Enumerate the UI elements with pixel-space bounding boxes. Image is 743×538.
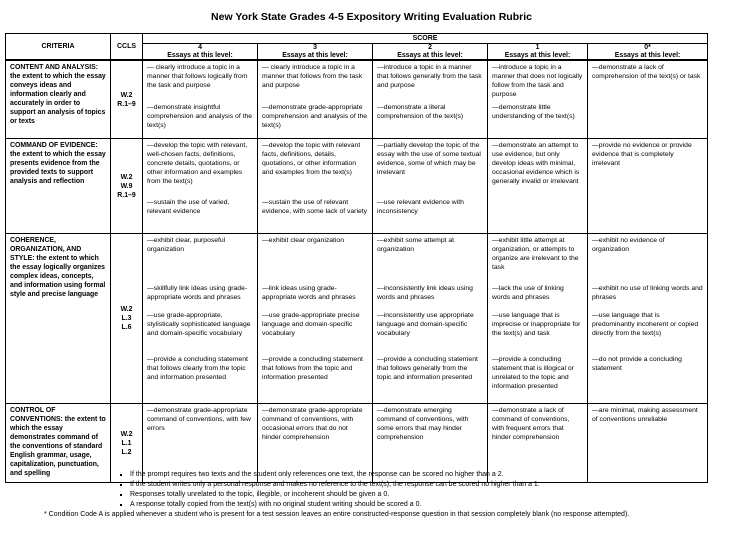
level-cell-4 bbox=[143, 139, 258, 234]
rubric-point: —introduce a topic in a manner that follows generally from the task and purpose bbox=[377, 64, 482, 89]
page-title: New York State Grades 4-5 Expository Writing Evaluation Rubric bbox=[211, 11, 532, 23]
rubric-point: —partially develop the topic of the essay with the use of some textual evidence, some of which may be irrelevant bbox=[377, 142, 481, 176]
rubric-point: —demonstrate grade-appropriate command of conventions, with few errors bbox=[147, 407, 251, 432]
level-sub: Essays at this level: bbox=[504, 51, 571, 59]
rubric-point: —demonstrate little understanding of the text(s) bbox=[492, 104, 575, 120]
rubric-point: —provide a concluding statement that follows generally from the topic and information presented bbox=[377, 356, 478, 381]
level-header-3 bbox=[258, 44, 373, 61]
rubric-point: —exhibit some attempt at organization bbox=[377, 237, 455, 253]
level-score: 3 bbox=[313, 44, 317, 51]
footnote-list bbox=[117, 470, 540, 510]
level-score: 0* bbox=[644, 44, 651, 51]
level-cell-1 bbox=[488, 60, 588, 139]
header-row-score bbox=[6, 34, 708, 44]
rubric-point: —develop the topic with relevant facts, definitions, details, quotations, or other information and examples from the text(s) bbox=[262, 142, 361, 176]
level-header-0 bbox=[588, 44, 708, 61]
ccls-cell bbox=[111, 139, 143, 234]
rubric-point: —use grade-appropriate, stylistically sophisticated language and domain-specific vocabulary bbox=[147, 312, 251, 337]
rubric-point: —lack the use of linking words and phrases bbox=[492, 285, 564, 301]
rubric-point: —use language that is imprecise or inappropriate for the text(s) and task bbox=[492, 312, 581, 337]
rubric-point: —exhibit little attempt at organization, or attempts to organize are irrelevant to the task bbox=[492, 237, 579, 271]
level-sub: Essays at this level: bbox=[282, 51, 348, 59]
rubric-point: —sustain the use of relevant evidence, with some lack of variety bbox=[262, 199, 368, 215]
row-coherence-organization-style bbox=[6, 234, 708, 404]
ccls-line: R.1–9 bbox=[117, 191, 136, 199]
rubric-point: —demonstrate grade-appropriate comprehension and analysis of the text(s) bbox=[262, 104, 368, 129]
level-header-1 bbox=[488, 44, 588, 61]
level-cell-0 bbox=[588, 60, 708, 139]
rubric-point: —use grade-appropriate precise language and domain-specific vocabulary bbox=[262, 312, 360, 337]
level-cell-3 bbox=[258, 234, 373, 404]
footnote-item: ▪ A response totally copied from the text(s) with no original student writing should be scored a 0. bbox=[130, 500, 540, 510]
level-score: 2 bbox=[428, 44, 432, 51]
rubric-point: —demonstrate an attempt to use evidence, but only develop ideas with minimal, occasional evidence which is generally invalid or irrelevant bbox=[492, 142, 580, 185]
rubric-point: —link ideas using grade-appropriate words and phrases bbox=[262, 285, 356, 301]
level-cell-1 bbox=[488, 234, 588, 404]
rubric-point: —introduce a topic in a manner that does not logically follow from the task and purpose bbox=[492, 64, 583, 98]
rubric-point: —skillfully link ideas using grade-appropriate words and phrases bbox=[147, 285, 248, 301]
criteria-cell: COMMAND OF EVIDENCE: the extent to which the essay presents evidence from the provided texts to support analysis and reflection bbox=[6, 139, 111, 234]
rubric-point: —use language that is predominantly incoherent or copied directly from the text(s) bbox=[592, 312, 699, 337]
rubric-point: —exhibit no evidence of organization bbox=[592, 237, 665, 253]
rubric-point: —demonstrate a literal comprehension of the text(s) bbox=[377, 104, 464, 120]
rubric-point: —demonstrate a lack of command of conventions, with frequent errors that hinder comprehension bbox=[492, 407, 570, 441]
rubric-table bbox=[5, 33, 708, 483]
level-score: 4 bbox=[198, 44, 202, 51]
ccls-header-cell: CCLS bbox=[111, 34, 143, 61]
rubric-point: —sustain the use of varied, relevant evidence bbox=[147, 199, 230, 215]
rubric-point: —inconsistently link ideas using words and phrases bbox=[377, 285, 473, 301]
rubric-point: —inconsistently use appropriate language and domain-specific vocabulary bbox=[377, 312, 474, 337]
level-cell-3 bbox=[258, 60, 373, 139]
ccls-line: W.2 bbox=[120, 91, 133, 99]
rubric-point: — clearly introduce a topic in a manner that follows from the task and purpose bbox=[262, 64, 363, 89]
rubric-point: —provide a concluding statement that follows from the topic and information presented bbox=[262, 356, 363, 381]
footnote-item: ▪ Responses totally unrelated to the topic, illegible, or incoherent should be given a 0. bbox=[130, 490, 540, 500]
score-header-cell: SCORE bbox=[143, 34, 708, 44]
level-cell-4 bbox=[143, 234, 258, 404]
rubric-point: —provide a concluding statement that is illogical or unrelated to the topic and information presented bbox=[492, 356, 574, 390]
ccls-line: L.1 bbox=[121, 439, 132, 447]
condition-code-note: * Condition Code A is applied whenever a student who is present for a test session leaves an entire constructed-response question in that session completely blank (no response attempted). bbox=[44, 511, 630, 518]
level-cell-0 bbox=[588, 139, 708, 234]
ccls-line: W.2 bbox=[120, 430, 133, 438]
level-score: 1 bbox=[535, 44, 540, 51]
ccls-line: W.2 bbox=[120, 173, 133, 181]
footnote-item: ▪ If the prompt requires two texts and the student only references one text, the response can be scored no higher than a 2. bbox=[130, 470, 540, 480]
rubric-point: —demonstrate a lack of comprehension of the text(s) or task bbox=[592, 64, 701, 80]
ccls-line: L.2 bbox=[121, 448, 132, 456]
rubric-point: —provide a concluding statement that follows clearly from the topic and information presented bbox=[147, 356, 248, 381]
level-cell-4 bbox=[143, 60, 258, 139]
criteria-cell: CONTROL OF CONVENTIONS: the extent to which the essay demonstrates command of the conventions of standard English grammar, usage, capitalization, punctuation, and spelling bbox=[6, 404, 111, 483]
level-cell-2 bbox=[373, 60, 488, 139]
row-content-and-analysis bbox=[6, 60, 708, 139]
level-cell-2 bbox=[373, 139, 488, 234]
ccls-line: L.3 bbox=[121, 315, 132, 322]
rubric-point: —exhibit no use of linking words and phrases bbox=[592, 285, 703, 301]
rubric-point: —develop the topic with relevant, well-chosen facts, definitions, concrete details, quotations, or other information and examples from the text(s) bbox=[147, 142, 248, 185]
level-sub: Essays at this level: bbox=[614, 51, 681, 59]
rubric-point: —exhibit clear, purposeful organization bbox=[147, 237, 226, 253]
rubric-point: —do not provide a concluding statement bbox=[592, 356, 682, 372]
rubric-point: —demonstrate insightful comprehension and analysis of the text(s) bbox=[147, 104, 253, 129]
level-cell-1 bbox=[488, 139, 588, 234]
ccls-line: L.6 bbox=[121, 324, 132, 331]
criteria-header-cell: CRITERIA bbox=[6, 34, 111, 61]
rubric-point: — clearly introduce a topic in a manner that follows logically from the task and purpose bbox=[147, 64, 248, 89]
ccls-cell bbox=[111, 234, 143, 404]
criteria-cell: COHERENCE, ORGANIZATION, AND STYLE: the extent to which the essay logically organizes complex ideas, concepts, and information using formal style and precise language bbox=[6, 234, 111, 404]
rubric-point: —demonstrate emerging command of conventions, with some errors that may hinder comprehension bbox=[377, 407, 469, 441]
ccls-line: R.1–9 bbox=[117, 100, 136, 108]
rubric-point: —provide no evidence or provide evidence that is completely irrelevant bbox=[592, 142, 692, 167]
level-header-4 bbox=[143, 44, 258, 61]
level-cell-2 bbox=[373, 234, 488, 404]
footnote-item: ▪ If the student writes only a personal response and makes no reference to the text(s), the response can be scored no higher than a 1. bbox=[130, 480, 540, 490]
criteria-cell: CONTENT AND ANALYSIS: the extent to which the essay conveys ideas and information clearly and accurately in order to support an analysis of topics or texts bbox=[6, 60, 111, 139]
level-cell-0 bbox=[588, 404, 708, 483]
rubric-point: —use relevant evidence with inconsistency bbox=[377, 199, 464, 215]
level-cell-3 bbox=[258, 139, 373, 234]
ccls-cell bbox=[111, 60, 143, 139]
level-header-2 bbox=[373, 44, 488, 61]
ccls-line: W.9 bbox=[120, 182, 133, 190]
level-cell-0 bbox=[588, 234, 708, 404]
level-sub: Essays at this level: bbox=[397, 51, 463, 59]
level-sub: Essays at this level: bbox=[167, 51, 233, 59]
rubric-point: —demonstrate grade-appropriate command of conventions, with occasional errors that do not hinder comprehension bbox=[262, 407, 363, 441]
row-command-of-evidence bbox=[6, 139, 708, 234]
rubric-point: —are minimal, making assessment of conventions unreliable bbox=[592, 407, 698, 423]
ccls-line: W.2 bbox=[120, 306, 133, 313]
rubric-point: —exhibit clear organization bbox=[262, 237, 344, 244]
